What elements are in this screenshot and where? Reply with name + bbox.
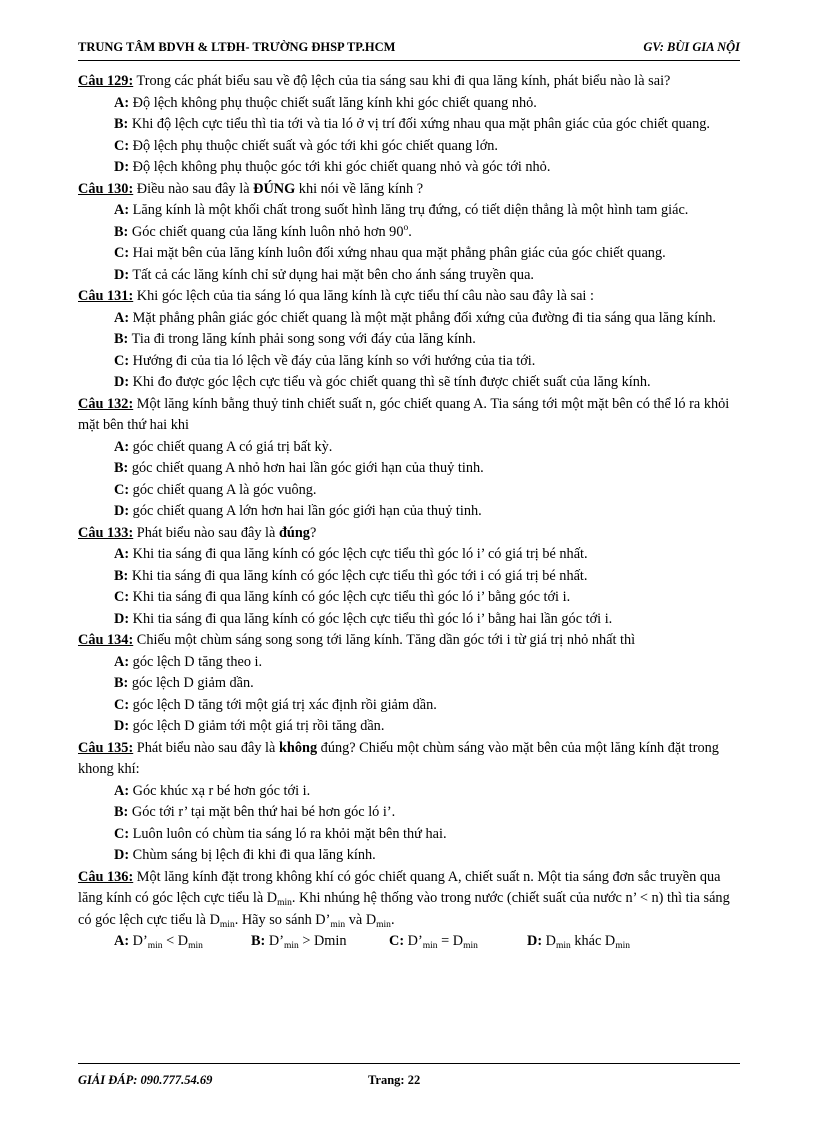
option-text: Góc chiết quang của lăng kính luôn nhỏ hơn 90 bbox=[128, 223, 404, 240]
option-text: < D bbox=[162, 933, 189, 949]
option-text: = D bbox=[437, 933, 464, 949]
question-text: đúng? Chiếu một chùm sáng vào mặt bên của một lăng kính đặt trong khong khí: bbox=[78, 739, 719, 777]
option-letter: B: bbox=[114, 223, 129, 240]
question-number: Câu 132: bbox=[78, 395, 134, 412]
option-letter: C: bbox=[114, 589, 130, 605]
option-text: góc lệch D tăng tới một giá trị xác định rồi giảm dần. bbox=[129, 696, 437, 713]
option-letter: B: bbox=[114, 116, 129, 132]
option-d bbox=[114, 157, 740, 179]
option-text: Luôn luôn có chùm tia sáng ló ra khỏi mặt bên thứ hai. bbox=[129, 825, 447, 842]
question-text: Phát biểu nào sau đây là bbox=[133, 739, 279, 756]
question-number: Câu 135: bbox=[78, 739, 134, 756]
option-letter: D: bbox=[114, 847, 130, 863]
option-b bbox=[114, 566, 740, 588]
option-letter: A: bbox=[114, 782, 130, 799]
option-letter: C: bbox=[114, 245, 130, 261]
subscript: min bbox=[147, 941, 163, 951]
question-text: ? bbox=[309, 524, 317, 541]
option-text: D’ bbox=[129, 933, 148, 949]
questions-list bbox=[78, 71, 740, 953]
question-133 bbox=[78, 523, 740, 545]
degree-superscript: o bbox=[403, 222, 409, 233]
option-text: khác D bbox=[570, 933, 616, 949]
option-c bbox=[114, 351, 740, 373]
option-letter: D: bbox=[527, 933, 543, 949]
option-letter: D: bbox=[114, 159, 130, 175]
option-text: Độ lệch không phụ thuộc chiết suất lăng kính khi góc chiết quang nhỏ. bbox=[129, 94, 537, 111]
option-letter: C: bbox=[114, 825, 130, 842]
question-text: Khi góc lệch của tia sáng ló qua lăng kính là cực tiểu thí câu nào sau đây là sai : bbox=[133, 288, 594, 304]
question-number: Câu 136: bbox=[78, 868, 134, 885]
option-a bbox=[114, 308, 740, 330]
question-text: . bbox=[390, 911, 395, 928]
question-text: khi nói về lăng kính ? bbox=[295, 180, 424, 197]
option-text: góc lệch D giảm tới một giá trị rồi tăng dần. bbox=[129, 718, 385, 734]
option-c bbox=[114, 695, 740, 717]
option-letter: D: bbox=[114, 718, 130, 734]
option-text: góc chiết quang A lớn hơn hai lần góc giới hạn của thuỷ tinh. bbox=[129, 503, 482, 519]
option-text: Khi tia sáng đi qua lăng kính có góc lệch cực tiểu thì góc ló i’ có giá trị bé nhất. bbox=[129, 546, 588, 562]
subscript: min bbox=[463, 941, 478, 951]
option-text: Hai mặt bên của lăng kính luôn đối xứng nhau qua mặt phẳng phân giác của góc chiết quang. bbox=[129, 245, 666, 261]
option-b bbox=[114, 673, 740, 695]
question-135 bbox=[78, 738, 740, 781]
option-text: Độ lệch không phụ thuộc góc tới khi góc chiết quang nhỏ và góc tới nhỏ. bbox=[129, 159, 551, 175]
question-text: Phát biểu nào sau đây là bbox=[133, 524, 279, 541]
option-letter: B: bbox=[114, 460, 129, 476]
question-129 bbox=[78, 71, 740, 93]
option-letter: C: bbox=[389, 933, 405, 949]
option-letter: A: bbox=[114, 653, 130, 670]
option-b bbox=[251, 931, 389, 953]
option-text: Khi tia sáng đi qua lăng kính có góc lệch cực tiểu thì góc ló i’ bằng hai lần góc tới i. bbox=[129, 610, 613, 627]
subscript: min bbox=[283, 941, 299, 951]
option-text: > Dmin bbox=[298, 933, 347, 949]
question-text: . Khi nhúng hệ thống vào trong nước (chiết suất của nước n’ < n) thì tia sáng có góc lệch cực tiểu là D bbox=[78, 890, 730, 928]
options-row bbox=[114, 931, 740, 953]
question-number: Câu 129: bbox=[78, 73, 134, 89]
option-c bbox=[114, 824, 740, 846]
header-divider bbox=[78, 60, 740, 61]
question-text: . Hãy so sánh D’ bbox=[234, 911, 331, 928]
option-text: Tia đi trong lăng kính phải song song với đáy của lăng kính. bbox=[128, 331, 476, 347]
option-letter: D: bbox=[114, 374, 130, 390]
option-text: góc chiết quang A nhỏ hơn hai lần góc giới hạn của thuỷ tinh. bbox=[128, 460, 484, 476]
question-number: Câu 130: bbox=[78, 180, 134, 197]
option-d bbox=[114, 716, 740, 738]
option-letter: B: bbox=[114, 331, 129, 347]
option-d bbox=[114, 501, 740, 523]
option-letter: C: bbox=[114, 696, 130, 713]
option-a bbox=[114, 544, 740, 566]
question-number: Câu 131: bbox=[78, 288, 134, 304]
option-c bbox=[389, 931, 527, 953]
option-letter: B: bbox=[114, 675, 129, 691]
subscript: min bbox=[330, 919, 346, 930]
option-c bbox=[114, 587, 740, 609]
option-text: góc lệch D giảm dần. bbox=[128, 675, 254, 691]
option-text: góc chiết quang A là góc vuông. bbox=[129, 481, 317, 498]
question-132 bbox=[78, 394, 740, 437]
question-text: Chiếu một chùm sáng song song tới lăng kính. Tăng dần góc tới i từ giá trị nhỏ nhất thì bbox=[133, 632, 636, 648]
option-d bbox=[114, 372, 740, 394]
option-d bbox=[114, 845, 740, 867]
question-136 bbox=[78, 867, 740, 932]
option-letter: A: bbox=[114, 438, 130, 455]
option-text: Khi đo được góc lệch cực tiểu và góc chiết quang thì sẽ tính được chiết suất của lăng kính. bbox=[129, 374, 651, 390]
option-a bbox=[114, 781, 740, 803]
option-a bbox=[114, 93, 740, 115]
question-text: và D bbox=[345, 911, 377, 928]
question-text: Một lăng kính bằng thuỷ tinh chiết suất n, góc chiết quang A. Tia sáng tới một mặt bên có thể ló ra khỏi mặt bên thứ hai khi bbox=[78, 395, 730, 433]
question-emphasis: không bbox=[278, 739, 318, 756]
option-text: D’ bbox=[404, 933, 423, 949]
subscript: min bbox=[422, 941, 438, 951]
subscript: min bbox=[188, 941, 203, 951]
page-header bbox=[78, 40, 740, 58]
option-c bbox=[114, 136, 740, 158]
option-letter: A: bbox=[114, 202, 130, 218]
option-letter: B: bbox=[114, 567, 129, 584]
option-letter: D: bbox=[114, 503, 130, 519]
question-text: Trong các phát biểu sau về độ lệch của tia sáng sau khi đi qua lăng kính, phát biểu nào là sai? bbox=[133, 73, 671, 89]
question-number: Câu 134: bbox=[78, 632, 134, 648]
option-text: Góc khúc xạ r bé hơn góc tới i. bbox=[129, 782, 311, 799]
option-letter: A: bbox=[114, 94, 130, 111]
question-text: Một lăng kính đặt trong không khí có góc chiết quang A, chiết suất n. Một tia sáng đơn sắc truyền qua lăng kính có góc lệch cực tiểu là D bbox=[78, 868, 721, 906]
option-letter: A: bbox=[114, 933, 130, 949]
option-text: Chùm sáng bị lệch đi khi đi qua lăng kính. bbox=[129, 847, 376, 863]
page-number: Trang: 22 bbox=[368, 1073, 421, 1087]
option-text: Lăng kính là một khối chất trong suốt hình lăng trụ đứng, có tiết diện thẳng là một hình tam giác. bbox=[129, 202, 689, 218]
option-text: Tất cả các lăng kính chỉ sử dụng hai mặt bên cho ánh sáng truyền qua. bbox=[129, 266, 534, 283]
question-130 bbox=[78, 179, 740, 201]
option-b bbox=[114, 114, 740, 136]
question-number: Câu 133: bbox=[78, 524, 134, 541]
option-letter: C: bbox=[114, 481, 130, 498]
option-a bbox=[114, 652, 740, 674]
option-b bbox=[114, 802, 740, 824]
question-text: Điều nào sau đây là bbox=[133, 180, 254, 197]
subscript: min bbox=[277, 898, 292, 908]
option-text: góc lệch D tăng theo i. bbox=[129, 653, 263, 670]
option-text: góc chiết quang A có giá trị bất kỳ. bbox=[129, 438, 333, 455]
subscript: min bbox=[219, 919, 235, 930]
question-emphasis: đúng bbox=[278, 524, 310, 541]
option-letter: C: bbox=[114, 352, 130, 369]
option-text: Mặt phẳng phân giác góc chiết quang là một mặt phẳng đối xứng của đường đi tia sáng qua lăng kính. bbox=[129, 309, 716, 326]
option-text: D bbox=[542, 933, 556, 949]
subscript: min bbox=[376, 919, 391, 930]
option-d bbox=[527, 931, 630, 953]
option-a bbox=[114, 200, 740, 222]
option-text: Góc tới r’ tại mặt bên thứ hai bé hơn góc ló i’. bbox=[128, 804, 396, 820]
option-text: Khi độ lệch cực tiểu thì tia tới và tia ló ở vị trí đối xứng nhau qua mặt phân giác của góc chiết quang. bbox=[128, 116, 710, 132]
option-b bbox=[114, 329, 740, 351]
option-text: Khi tia sáng đi qua lăng kính có góc lệch cực tiểu thì góc tới i có giá trị bé nhất. bbox=[128, 567, 588, 584]
question-emphasis: ĐÚNG bbox=[253, 180, 296, 197]
option-a bbox=[114, 437, 740, 459]
option-text: Khi tia sáng đi qua lăng kính có góc lệch cực tiểu thì góc ló i’ bằng góc tới i. bbox=[129, 589, 571, 605]
question-131 bbox=[78, 286, 740, 308]
option-letter: B: bbox=[251, 933, 266, 949]
option-letter: A: bbox=[114, 309, 130, 326]
subscript: min bbox=[615, 941, 631, 951]
footer-contact: GIẢI ĐÁP: 090.777.54.69 bbox=[78, 1073, 213, 1087]
option-text: Độ lệch phụ thuộc chiết suất và góc tới khi góc chiết quang lớn. bbox=[129, 137, 498, 154]
header-teacher: GV: BÙI GIA NỘI bbox=[643, 40, 740, 54]
header-center-name: TRUNG TÂM BDVH & LTĐH- TRƯỜNG ĐHSP TP.HCM bbox=[78, 40, 396, 54]
option-c bbox=[114, 480, 740, 502]
option-letter: B: bbox=[114, 804, 129, 820]
option-b bbox=[114, 458, 740, 480]
option-b bbox=[114, 222, 740, 244]
option-letter: D: bbox=[114, 266, 130, 283]
option-d bbox=[114, 265, 740, 287]
option-text: Hướng đi của tia ló lệch về đáy của lăng kính so với hướng của tia tới. bbox=[129, 352, 536, 369]
option-letter: C: bbox=[114, 137, 130, 154]
option-text: D’ bbox=[265, 933, 284, 949]
option-letter: A: bbox=[114, 546, 130, 562]
footer-divider bbox=[78, 1063, 740, 1064]
option-letter: D: bbox=[114, 610, 130, 627]
option-text: . bbox=[408, 223, 412, 240]
option-a bbox=[114, 931, 251, 953]
subscript: min bbox=[556, 941, 571, 951]
question-134 bbox=[78, 630, 740, 652]
option-c bbox=[114, 243, 740, 265]
option-d bbox=[114, 609, 740, 631]
